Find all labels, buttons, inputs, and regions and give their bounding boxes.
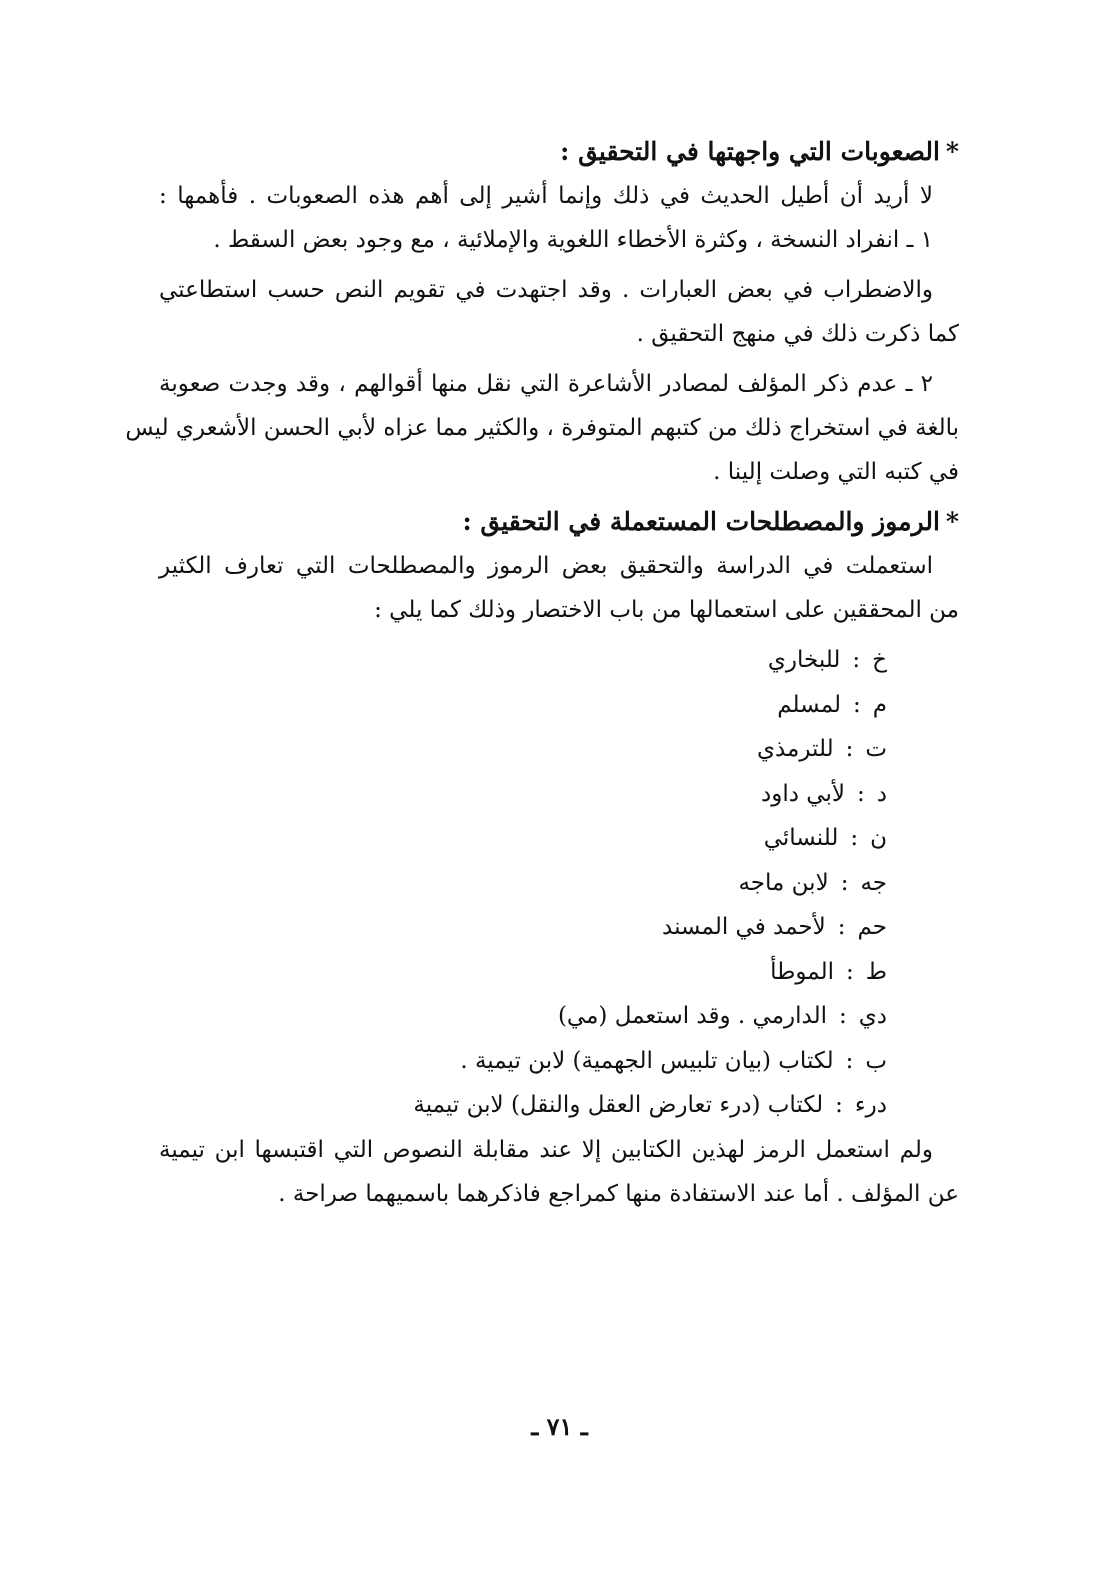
abbreviation-item [159, 727, 887, 772]
abbreviation-meaning: لكتاب (درء تعارض العقل والنقل) لابن تيمية [413, 1092, 824, 1118]
abbreviation-list [159, 638, 959, 1128]
abbreviation-meaning: لكتاب (بيان تلبيس الجهمية) لابن تيمية . [460, 1047, 834, 1074]
difficulty-item-1-continued-line-1: والاضطراب في بعض العبارات . وقد اجتهدت في تقويم النص حسب استطاعتي [159, 277, 933, 303]
abbreviation-separator: : [850, 825, 859, 851]
section-heading-symbols [159, 500, 959, 544]
abbreviation-separator: : [853, 691, 861, 718]
abbreviation-separator: : [845, 958, 854, 985]
abbreviation-item [159, 683, 887, 728]
abbreviation-item [159, 816, 887, 861]
abbreviation-separator: : [837, 914, 846, 940]
difficulties-intro: لا أريد أن أطيل الحديث في ذلك وإنما أشير إلى أهم هذه الصعوبات . فأهمها : [159, 183, 933, 209]
difficulty-item-1-continued-line-2: كما ذكرت ذلك في منهج التحقيق . [636, 321, 959, 347]
symbols-outro-line-1: ولم استعمل الرمز لهذين الكتابين إلا عند مقابلة النصوص التي اقتبسها ابن تيمية [159, 1136, 933, 1163]
abbreviation-code: درء [854, 1092, 887, 1118]
page-number: ـ ٧١ ـ [531, 1412, 588, 1441]
abbreviation-code: حم [857, 914, 887, 940]
abbreviation-meaning: الموطأ [770, 958, 834, 985]
difficulty-item-2-line-2: بالغة في استخراج ذلك من كتبهم المتوفرة ، والكثير مما عزاه لأبي الحسن الأشعري ليس [125, 415, 959, 441]
difficulty-item-2-line-1: ٢ ـ عدم ذكر المؤلف لمصادر الأشاعرة التي نقل منها أقوالهم ، وقد وجدت صعوبة [159, 371, 933, 397]
abbreviation-meaning: للبخاري [767, 647, 841, 673]
abbreviation-meaning: لأحمد في المسند [662, 914, 826, 940]
abbreviation-item [159, 994, 887, 1039]
difficulty-item-2-line-3: في كتبه التي وصلت إلينا . [713, 459, 959, 485]
abbreviation-meaning: لأبي داود [761, 780, 845, 807]
symbols-intro-line-2: من المحققين على استعمالها من باب الاختصار وذلك كما يلي : [374, 597, 959, 623]
abbreviation-item [159, 861, 887, 906]
abbreviation-separator: : [845, 1047, 854, 1074]
abbreviation-separator: : [852, 647, 861, 673]
symbols-intro-line-1: استعملت في الدراسة والتحقيق بعض الرموز والمصطلحات التي تعارف الكثير [159, 553, 933, 579]
abbreviation-separator: : [840, 869, 849, 896]
abbreviation-code: م [872, 691, 887, 718]
abbreviation-code: خ [872, 647, 887, 673]
abbreviation-separator: : [835, 1092, 843, 1118]
abbreviation-code: ط [865, 958, 887, 985]
heading-text: الصعوبات التي واجهتها في التحقيق : [560, 137, 940, 166]
difficulty-item-1: ١ ـ انفراد النسخة ، وكثرة الأخطاء اللغوية والإملائية ، مع وجود بعض السقط . [213, 227, 933, 253]
abbreviation-meaning: الدارمي . وقد استعمل (مي) [557, 1003, 827, 1029]
abbreviation-meaning: للترمذي [756, 736, 834, 762]
abbreviation-code: ت [865, 736, 887, 762]
abbreviation-meaning: لمسلم [777, 691, 841, 718]
heading-text: الرموز والمصطلحات المستعملة في التحقيق : [462, 507, 940, 536]
heading-marker: * [945, 137, 959, 166]
abbreviation-separator: : [857, 780, 865, 807]
section-heading-difficulties [159, 130, 959, 174]
abbreviation-code: د [876, 780, 887, 807]
page-body [125, 130, 959, 1216]
abbreviation-meaning: لابن ماجه [738, 869, 829, 896]
abbreviation-code: دي [858, 1003, 887, 1029]
abbreviation-code: ب [865, 1047, 887, 1074]
abbreviation-item [159, 638, 887, 683]
heading-marker: * [945, 507, 959, 536]
abbreviation-code: ن [870, 825, 887, 851]
abbreviation-item [159, 772, 887, 817]
abbreviation-item [159, 950, 887, 995]
abbreviation-meaning: للنسائي [763, 825, 839, 851]
abbreviation-code: جه [860, 869, 887, 896]
abbreviation-item [159, 905, 887, 950]
abbreviation-separator: : [845, 736, 854, 762]
symbols-outro-line-2: عن المؤلف . أما عند الاستفادة منها كمراجع فاذكرهما باسميهما صراحة . [278, 1180, 959, 1207]
abbreviation-item [159, 1083, 887, 1128]
abbreviation-separator: : [839, 1003, 847, 1029]
abbreviation-item [159, 1039, 887, 1084]
